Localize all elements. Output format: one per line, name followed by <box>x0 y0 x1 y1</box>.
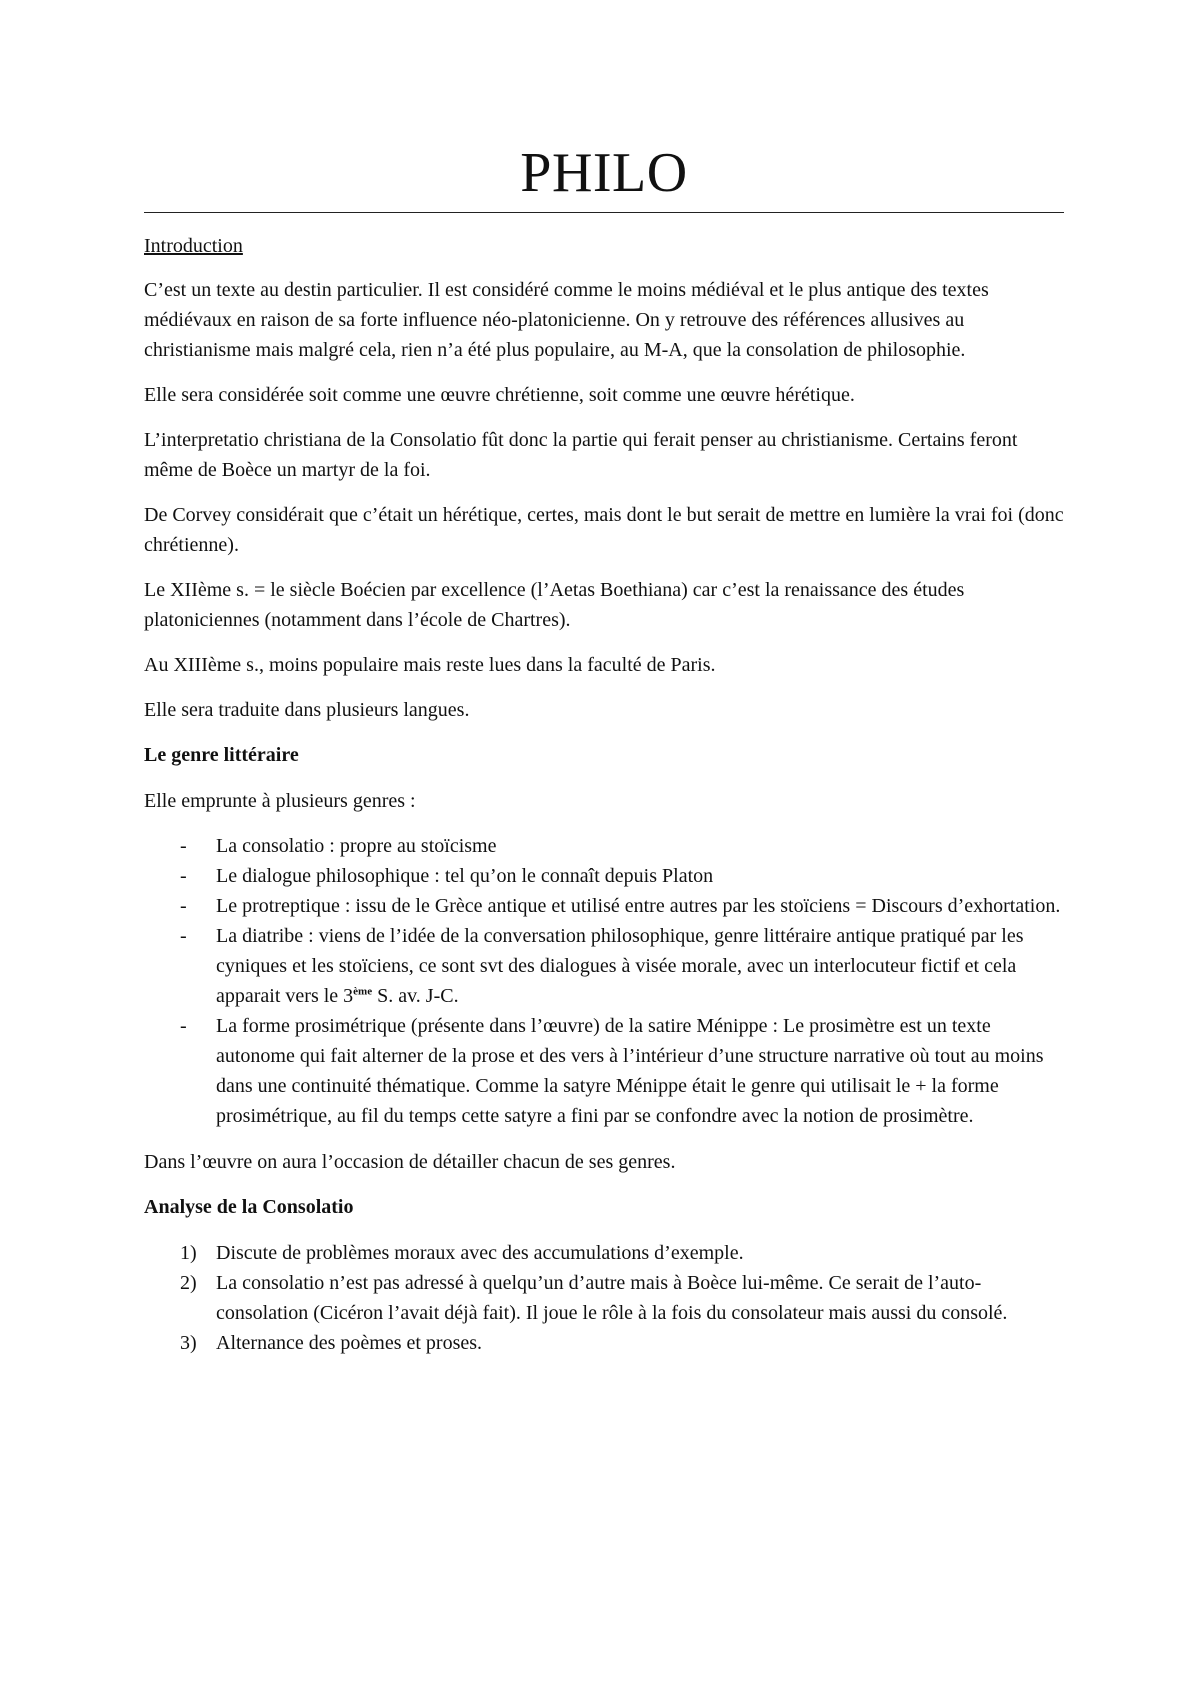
document-page <box>144 140 1064 1374</box>
list-item-text: Le protreptique : issu de le Grèce antique et utilisé entre autres par les stoïciens = Discours d’exhortation. <box>216 895 1061 917</box>
list-item <box>144 831 1064 861</box>
analyse-list <box>144 1238 1064 1358</box>
list-item <box>144 1238 1064 1268</box>
list-item <box>144 1011 1064 1131</box>
analyse-section-heading: Analyse de la Consolatio <box>144 1196 354 1218</box>
intro-paragraph-4: De Corvey considérait que c’était un hérétique, certes, mais dont le but serait de mettre en lumière la vrai foi (donc chrétienne). <box>144 504 1064 556</box>
diatribe-text-end: S. av. J-C. <box>372 985 459 1007</box>
intro-paragraph-5: Le XIIème s. = le siècle Boécien par excellence (l’Aetas Boethiana) car c’est la renaissance des études platoniciennes (notamment dans l’école de Chartres). <box>144 579 965 631</box>
genre-section-heading: Le genre littéraire <box>144 744 299 766</box>
introduction-heading: Introduction <box>144 235 243 257</box>
list-item-text: Discute de problèmes moraux avec des accumulations d’exemple. <box>216 1242 744 1264</box>
intro-paragraph-3: L’interpretatio christiana de la Consolatio fût donc la partie qui ferait penser au christianisme. Certains feront même de Boèce un martyr de la foi. <box>144 429 1018 481</box>
list-number-marker: 1) <box>180 1242 197 1264</box>
list-item-text: Le dialogue philosophique : tel qu’on le connaît depuis Platon <box>216 865 714 887</box>
list-dash-marker: - <box>180 835 187 857</box>
list-item <box>144 891 1064 921</box>
list-number-marker: 3) <box>180 1332 197 1354</box>
genre-list <box>144 831 1064 1131</box>
list-dash-marker: - <box>180 925 187 947</box>
list-dash-marker: - <box>180 865 187 887</box>
page-title: PHILO <box>144 140 1064 213</box>
intro-paragraph-7: Elle sera traduite dans plusieurs langues. <box>144 699 470 721</box>
list-item-text: La consolatio : propre au stoïcisme <box>216 835 497 857</box>
list-item-text: La consolatio n’est pas adressé à quelqu’un d’autre mais à Boèce lui-même. Ce serait de l’auto-consolation (Cicéron l’avait déjà fait). Il joue le rôle à la fois du consolateur mais aussi du consolé. <box>216 1272 1008 1324</box>
list-item-text: Alternance des poèmes et proses. <box>216 1332 483 1354</box>
list-item <box>144 1268 1064 1328</box>
intro-paragraph-1: C’est un texte au destin particulier. Il est considéré comme le moins médiéval et le plus antique des textes médiévaux en raison de sa forte influence néo-platonicienne. On y retrouve des références allusives au christianisme mais malgré cela, rien n’a été plus populaire, au M-A, que la consolation de philosophie. <box>144 279 989 361</box>
list-item <box>144 1328 1064 1358</box>
diatribe-text: La diatribe : viens de l’idée de la conversation philosophique, genre littéraire antique pratiqué par les cyniques et les stoïciens, ce sont svt des dialogues à visée morale, avec un interlocuteur fictif et cela apparait vers le 3 <box>216 925 1024 1007</box>
genre-lead-text: Elle emprunte à plusieurs genres : <box>144 790 416 812</box>
list-number-marker: 2) <box>180 1272 197 1294</box>
list-item-text: La forme prosimétrique (présente dans l’œuvre) de la satire Ménippe : Le prosimètre est un texte autonome qui fait alterner de la prose et des vers à l’intérieur d’une structure narrative où tout au moins dans une continuité thématique. Comme la satyre Ménippe était le genre qui utilisait le + la forme prosimétrique, au fil du temps cette satyre a fini par se confondre avec la notion de prosimètre. <box>216 1015 1044 1127</box>
intro-paragraph-2: Elle sera considérée soit comme une œuvre chrétienne, soit comme une œuvre hérétique. <box>144 384 855 406</box>
list-dash-marker: - <box>180 1015 187 1037</box>
ordinal-superscript: ème <box>353 985 373 998</box>
list-item <box>144 861 1064 891</box>
genre-closing-text: Dans l’œuvre on aura l’occasion de détailler chacun de ses genres. <box>144 1151 676 1173</box>
list-item <box>144 921 1064 1011</box>
list-dash-marker: - <box>180 895 187 917</box>
intro-paragraph-6: Au XIIIème s., moins populaire mais reste lues dans la faculté de Paris. <box>144 654 716 676</box>
